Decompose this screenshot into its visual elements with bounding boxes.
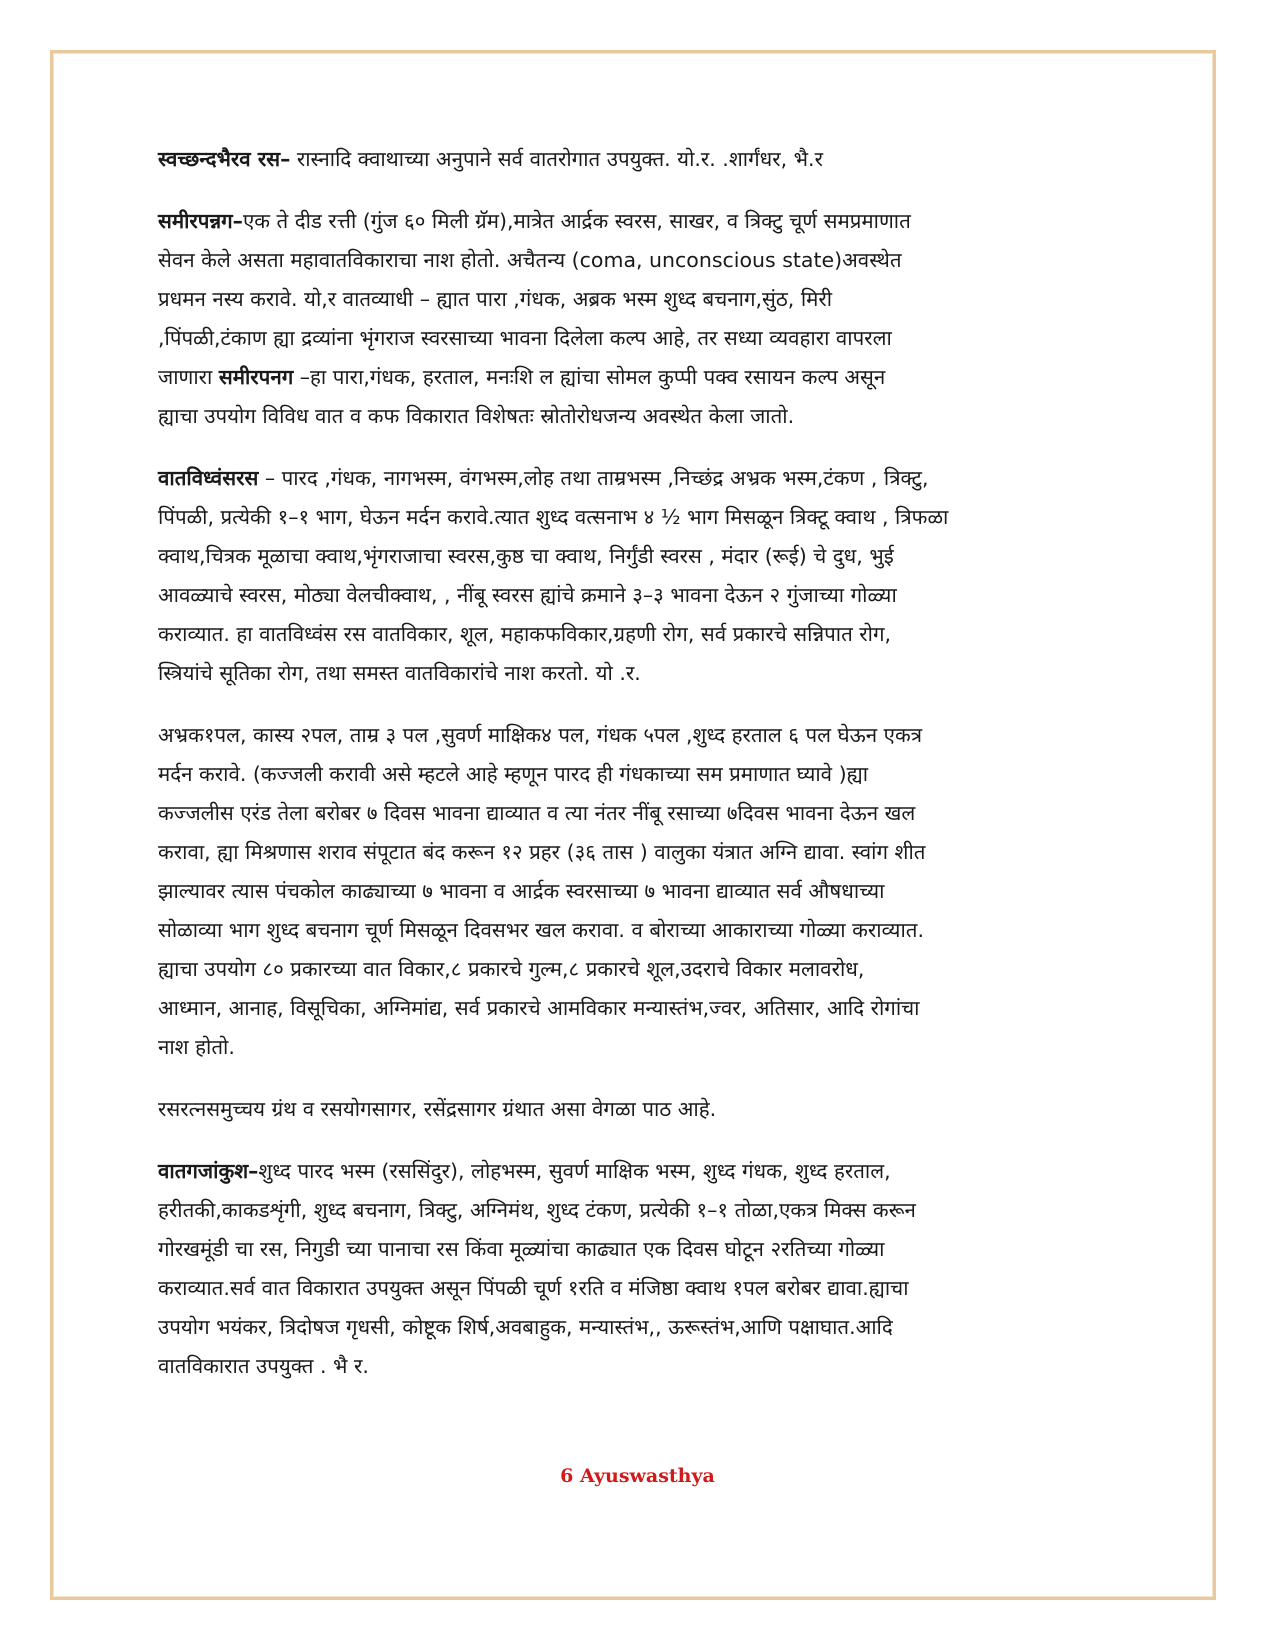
heading-term: वातगजांकुश– — [158, 1159, 259, 1183]
paragraph — [158, 140, 1098, 179]
text-line — [158, 397, 1098, 436]
text-line — [158, 833, 1098, 872]
text-run: क्वाथ,चित्रक मूळाचा क्वाथ,भृंगराजाचा स्वरस,कुष्ठ चा क्वाथ, निर्गुंडी स्वरस , मंदार (रूई) चे दुध, भुई — [158, 544, 894, 568]
text-line — [158, 459, 1098, 498]
text-run: ह्याचा उपयोग विविध वात व कफ विकारात विशेषतः स्रोतोरोधजन्य अवस्थेत केला जातो. — [158, 404, 795, 428]
text-run: शुध्द पारद भस्म (रससिंदुर), लोहभस्म, सुवर्ण माक्षिक भस्म, शुध्द गंधक, शुध्द हरताल, — [258, 1159, 891, 1183]
text-line — [158, 1028, 1098, 1067]
text-line — [158, 1230, 1098, 1269]
text-line — [158, 241, 1098, 280]
text-run: ,पिंपळी,टंकाण ह्या द्रव्यांना भृंगराज स्वरसाच्या भावना दिलेला कल्प आहे, तर सध्या व्यवहारा वापरला — [158, 326, 892, 350]
text-run: हरीतकी,काकडशृंगी, शुध्द बचनाग, त्रिक्टु, अग्निमंथ, शुध्द टंकण, प्रत्येकी १–१ तोळा,एकत्र मिक्स करून — [158, 1198, 916, 1222]
text-line — [158, 615, 1098, 654]
text-run: वातविकारात उपयुक्त . भै र. — [158, 1354, 369, 1378]
text-line — [158, 1308, 1098, 1347]
text-line — [158, 319, 1098, 358]
text-line — [158, 755, 1098, 794]
heading-term: वातविध्वंसरस — [158, 466, 259, 490]
text-line — [158, 1269, 1098, 1308]
text-run: कराव्यात. हा वातविध्वंस रस वातविकार, शूल, महाकफविकार,ग्रहणी रोग, सर्व प्रकारचे सन्निपात रोग, — [158, 622, 892, 646]
text-run: सोळाव्या भाग शुध्द बचनाग चूर्ण मिसळून दिवसभर खल करावा. व बोराच्या आकाराच्या गोळ्या कराव्यात. — [158, 918, 924, 942]
text-line — [158, 498, 1098, 537]
heading-term: स्वच्छन्दभैरव रस– — [158, 147, 291, 171]
paragraph — [158, 1152, 1098, 1386]
text-line — [158, 794, 1098, 833]
text-line — [158, 716, 1098, 755]
heading-term: समीरपन्नग– — [158, 209, 243, 233]
text-line — [158, 1347, 1098, 1386]
text-run: एक ते दीड रत्ती (गुंज ६० मिली ग्रॅम),मात्रेत आर्द्रक स्वरस, साखर, व त्रिक्टु चूर्ण समप्रमाणात — [242, 209, 911, 233]
text-line — [158, 872, 1098, 911]
text-run: स्त्रियांचे सूतिका रोग, तथा समस्त वातविकारांचे नाश करतो. यो .र. — [158, 661, 641, 685]
publication-name: Ayuswasthya — [580, 1465, 715, 1487]
text-line — [158, 280, 1098, 319]
text-line — [158, 654, 1098, 693]
text-run: करावा, ह्या मिश्रणास शराव संपूटात बंद करून १२ प्रहर (३६ तास ) वालुका यंत्रात अग्नि द्यावा. स्वांग शीत — [158, 840, 926, 864]
text-run: रसरत्नसमुच्चय ग्रंथ व रसयोगसागर, रसेंद्रसागर ग्रंथात असा वेगळा पाठ आहे. — [158, 1097, 717, 1121]
paragraph — [158, 202, 1098, 436]
text-run: अभ्रक१पल, कास्य २पल, ताम्र ३ पल ,सुवर्ण माक्षिक४ पल, गंधक ५पल ,शुध्द हरताल ६ पल घेऊन एकत्र — [158, 723, 923, 747]
text-line — [158, 1090, 1098, 1129]
paragraph — [158, 716, 1098, 1067]
text-run: उपयोग भयंकर, त्रिदोषज गृधसी, कोष्टूक शिर्ष,अवबाहुक, मन्यास्तंभ,, ऊरूस्तंभ,आणि पक्षाघात.आदि — [158, 1315, 893, 1339]
text-run: जाणारा — [158, 365, 219, 389]
heading-term: समीरपनग — [218, 365, 294, 389]
text-line — [158, 576, 1098, 615]
paragraph — [158, 459, 1098, 693]
document-body — [158, 140, 1098, 1409]
paragraph — [158, 1090, 1098, 1129]
text-line — [158, 537, 1098, 576]
text-run: आवळ्याचे स्वरस, मोठ्या वेलचीक्वाथ, , नींबू स्वरस ह्यांचे क्रमाने ३–३ भावना देऊन २ गुंजाच्या गोळ्या — [158, 583, 897, 607]
page-footer — [0, 1465, 1275, 1487]
text-run: – पारद ,गंधक, नागभस्म, वंगभस्म,लोह तथा ताम्रभस्म ,निच्छंद्र अभ्रक भस्म,टंकण , त्रिक्टु, — [258, 466, 929, 490]
text-line — [158, 1152, 1098, 1191]
text-line — [158, 202, 1098, 241]
text-run: नाश होतो. — [158, 1035, 235, 1059]
text-line — [158, 911, 1098, 950]
text-line — [158, 140, 1098, 179]
text-run: आध्मान, आनाह, विसूचिका, अग्निमांद्य, सर्व प्रकारचे आमविकार मन्यास्तंभ,ज्वर, अतिसार, आदि रोगांचा — [158, 996, 920, 1020]
text-run: कज्जलीस एरंड तेला बरोबर ७ दिवस भावना द्याव्यात व त्या नंतर नींबू रसाच्या ७दिवस भावना देऊन खल — [158, 801, 916, 825]
page-number: 6 — [560, 1465, 574, 1487]
text-run: गोरखमूंडी चा रस, निगुडी च्या पानाचा रस किंवा मूळ्यांचा काढ्यात एक दिवस घोटून २रतिच्या गोळ्या — [158, 1237, 885, 1261]
text-run: प्रधमन नस्य करावे. यो,र वातव्याधी – ह्यात पारा ,गंधक, अब्रक भस्म शुध्द बचनाग,सुंठ, मिरी — [158, 287, 833, 311]
text-run: झाल्यावर त्यास पंचकोल काढ्याच्या ७ भावना व आर्द्रक स्वरसाच्या ७ भावना द्याव्यात सर्व औषधाच्या — [158, 879, 885, 903]
text-run: रास्नादि क्वाथाच्या अनुपाने सर्व वातरोगात उपयुक्त. यो.र. .शार्गंधर, भै.र — [290, 147, 823, 171]
text-line — [158, 1191, 1098, 1230]
text-run: कराव्यात.सर्व वात विकारात उपयुक्त असून पिंपळी चूर्ण १रति व मंजिष्ठा क्वाथ १पल बरोबर द्यावा.ह्याचा — [158, 1276, 909, 1300]
text-run: ह्याचा उपयोग ८० प्रकारच्या वात विकार,८ प्रकारचे गुल्म,८ प्रकारचे शूल,उदराचे विकार मलावरोध, — [158, 957, 865, 981]
text-run: सेवन केले असता महावातविकाराचा नाश होतो. अचैतन्य (coma, unconscious state)अवस्थेत — [158, 248, 902, 272]
text-line — [158, 358, 1098, 397]
text-run: –हा पारा,गंधक, हरताल, मनःशि ल ह्यांचा सोमल कुप्पी पक्व रसायन कल्प असून — [293, 365, 886, 389]
text-run: पिंपळी, प्रत्येकी १–१ भाग, घेऊन मर्दन करावे.त्यात शुध्द वत्सनाभ ४ ½ भाग मिसळून त्रिक्टू क्वाथ , त्रिफळा — [158, 505, 949, 529]
text-run: मर्दन करावे. (कज्जली करावी असे म्हटले आहे म्हणून पारद ही गंधकाच्या सम प्रमाणात घ्यावे )ह्या — [158, 762, 869, 786]
text-line — [158, 989, 1098, 1028]
text-line — [158, 950, 1098, 989]
